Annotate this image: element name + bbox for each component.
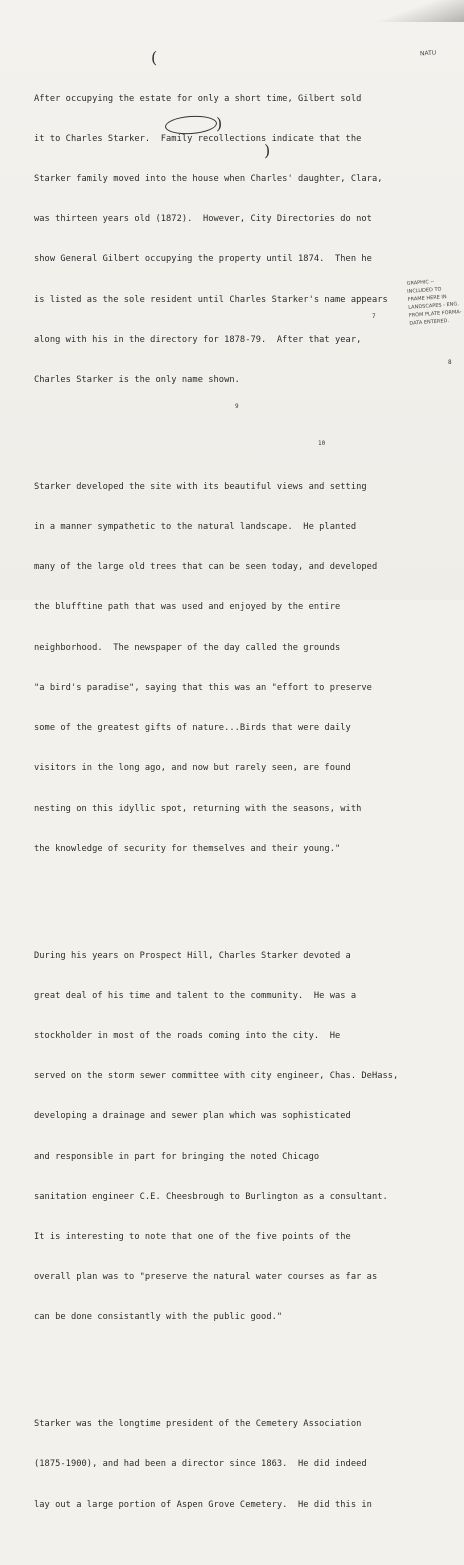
footnote-8: 8 xyxy=(448,359,452,366)
text-line: along with his in the directory for 1878-79. After that year, xyxy=(34,334,362,345)
text-line: can be done consistantly with the public good." xyxy=(34,1312,283,1323)
text-line: show General Gilbert occupying the property until 1874. Then he xyxy=(34,254,372,265)
text-line: and responsible in part for bringing the noted Chicago xyxy=(34,1151,320,1162)
text-line: many of the large old trees that can be seen today, and developed xyxy=(34,562,378,573)
text-line: some of the greatest gifts of nature...Birds that were daily xyxy=(34,723,351,734)
text-line: it to Charles Starker. Family recollections indicate that the xyxy=(34,133,362,144)
text-line: After occupying the estate for only a short time, Gilbert sold xyxy=(34,93,362,104)
text-line: in a manner sympathetic to the natural landscape. He planted xyxy=(34,522,357,533)
text-line: sanitation engineer C.E. Cheesbrough to Burlington as a consultant. xyxy=(34,1191,388,1202)
text-line: stockholder in most of the roads coming into the city. He xyxy=(34,1030,341,1041)
text-line: is listed as the sole resident until Charles Starker's name appears xyxy=(34,294,388,305)
paragraph-2 xyxy=(34,454,406,883)
text-line: the blufftine path that was used and enjoyed by the entire xyxy=(34,602,341,613)
text-line: visitors in the long ago, and now but rarely seen, are found xyxy=(34,763,351,774)
text-line: (1875-1900), and had been a director since 1863. He did indeed xyxy=(34,1459,367,1470)
text-line: Starker developed the site with its beautiful views and setting xyxy=(34,481,367,492)
footnote-7: 7 xyxy=(372,313,376,320)
handwritten-note-side: GRAPHIC -- INCLUDED TO FRAME HERE IN LANDSCAPES - ENG. FROM PLATE FORMA- DATA ENTERED. xyxy=(406,278,462,327)
text-line: developing a drainage and sewer plan which was sophisticated xyxy=(34,1111,351,1122)
text-line: Starker was the longtime president of the Cemetery Association xyxy=(34,1419,362,1430)
footnote-10: 10 xyxy=(318,440,326,447)
text-line: was thirteen years old (1872). However, City Directories do not xyxy=(34,214,372,225)
text-line: During his years on Prospect Hill, Charles Starker devoted a xyxy=(34,950,351,961)
text-line: neighborhood. The newspaper of the day called the grounds xyxy=(34,642,341,653)
paragraph-4 xyxy=(34,1391,406,1538)
handwritten-close-bracket-1: ) xyxy=(216,114,223,133)
text-line: overall plan was to "preserve the natural water courses as far as xyxy=(34,1272,378,1283)
footnote-9: 9 xyxy=(235,403,239,410)
text-line: served on the storm sewer committee with city engineer, Chas. DeHass, xyxy=(34,1071,399,1082)
text-line: lay out a large portion of Aspen Grove Cemetery. He did this in xyxy=(34,1499,372,1510)
handwritten-note-top: NATU xyxy=(419,49,437,58)
text-line: It is interesting to note that one of the five points of the xyxy=(34,1231,351,1242)
text-line: nesting on this idyllic spot, returning with the seasons, with xyxy=(34,803,362,814)
text-line: "a bird's paradise", saying that this was an "effort to preserve xyxy=(34,682,372,693)
paragraph-3 xyxy=(34,923,406,1352)
page-corner-shadow xyxy=(374,0,464,22)
body-text xyxy=(34,39,406,1565)
text-line: great deal of his time and talent to the community. He was a xyxy=(34,990,357,1001)
text-line: Charles Starker is the only name shown. xyxy=(34,375,240,386)
handwritten-open-bracket: ( xyxy=(151,48,158,67)
handwritten-close-bracket-2: ) xyxy=(264,141,271,160)
text-line: Starker family moved into the house when Charles' daughter, Clara, xyxy=(34,174,383,185)
text-line: the knowledge of security for themselves and their young." xyxy=(34,843,341,854)
